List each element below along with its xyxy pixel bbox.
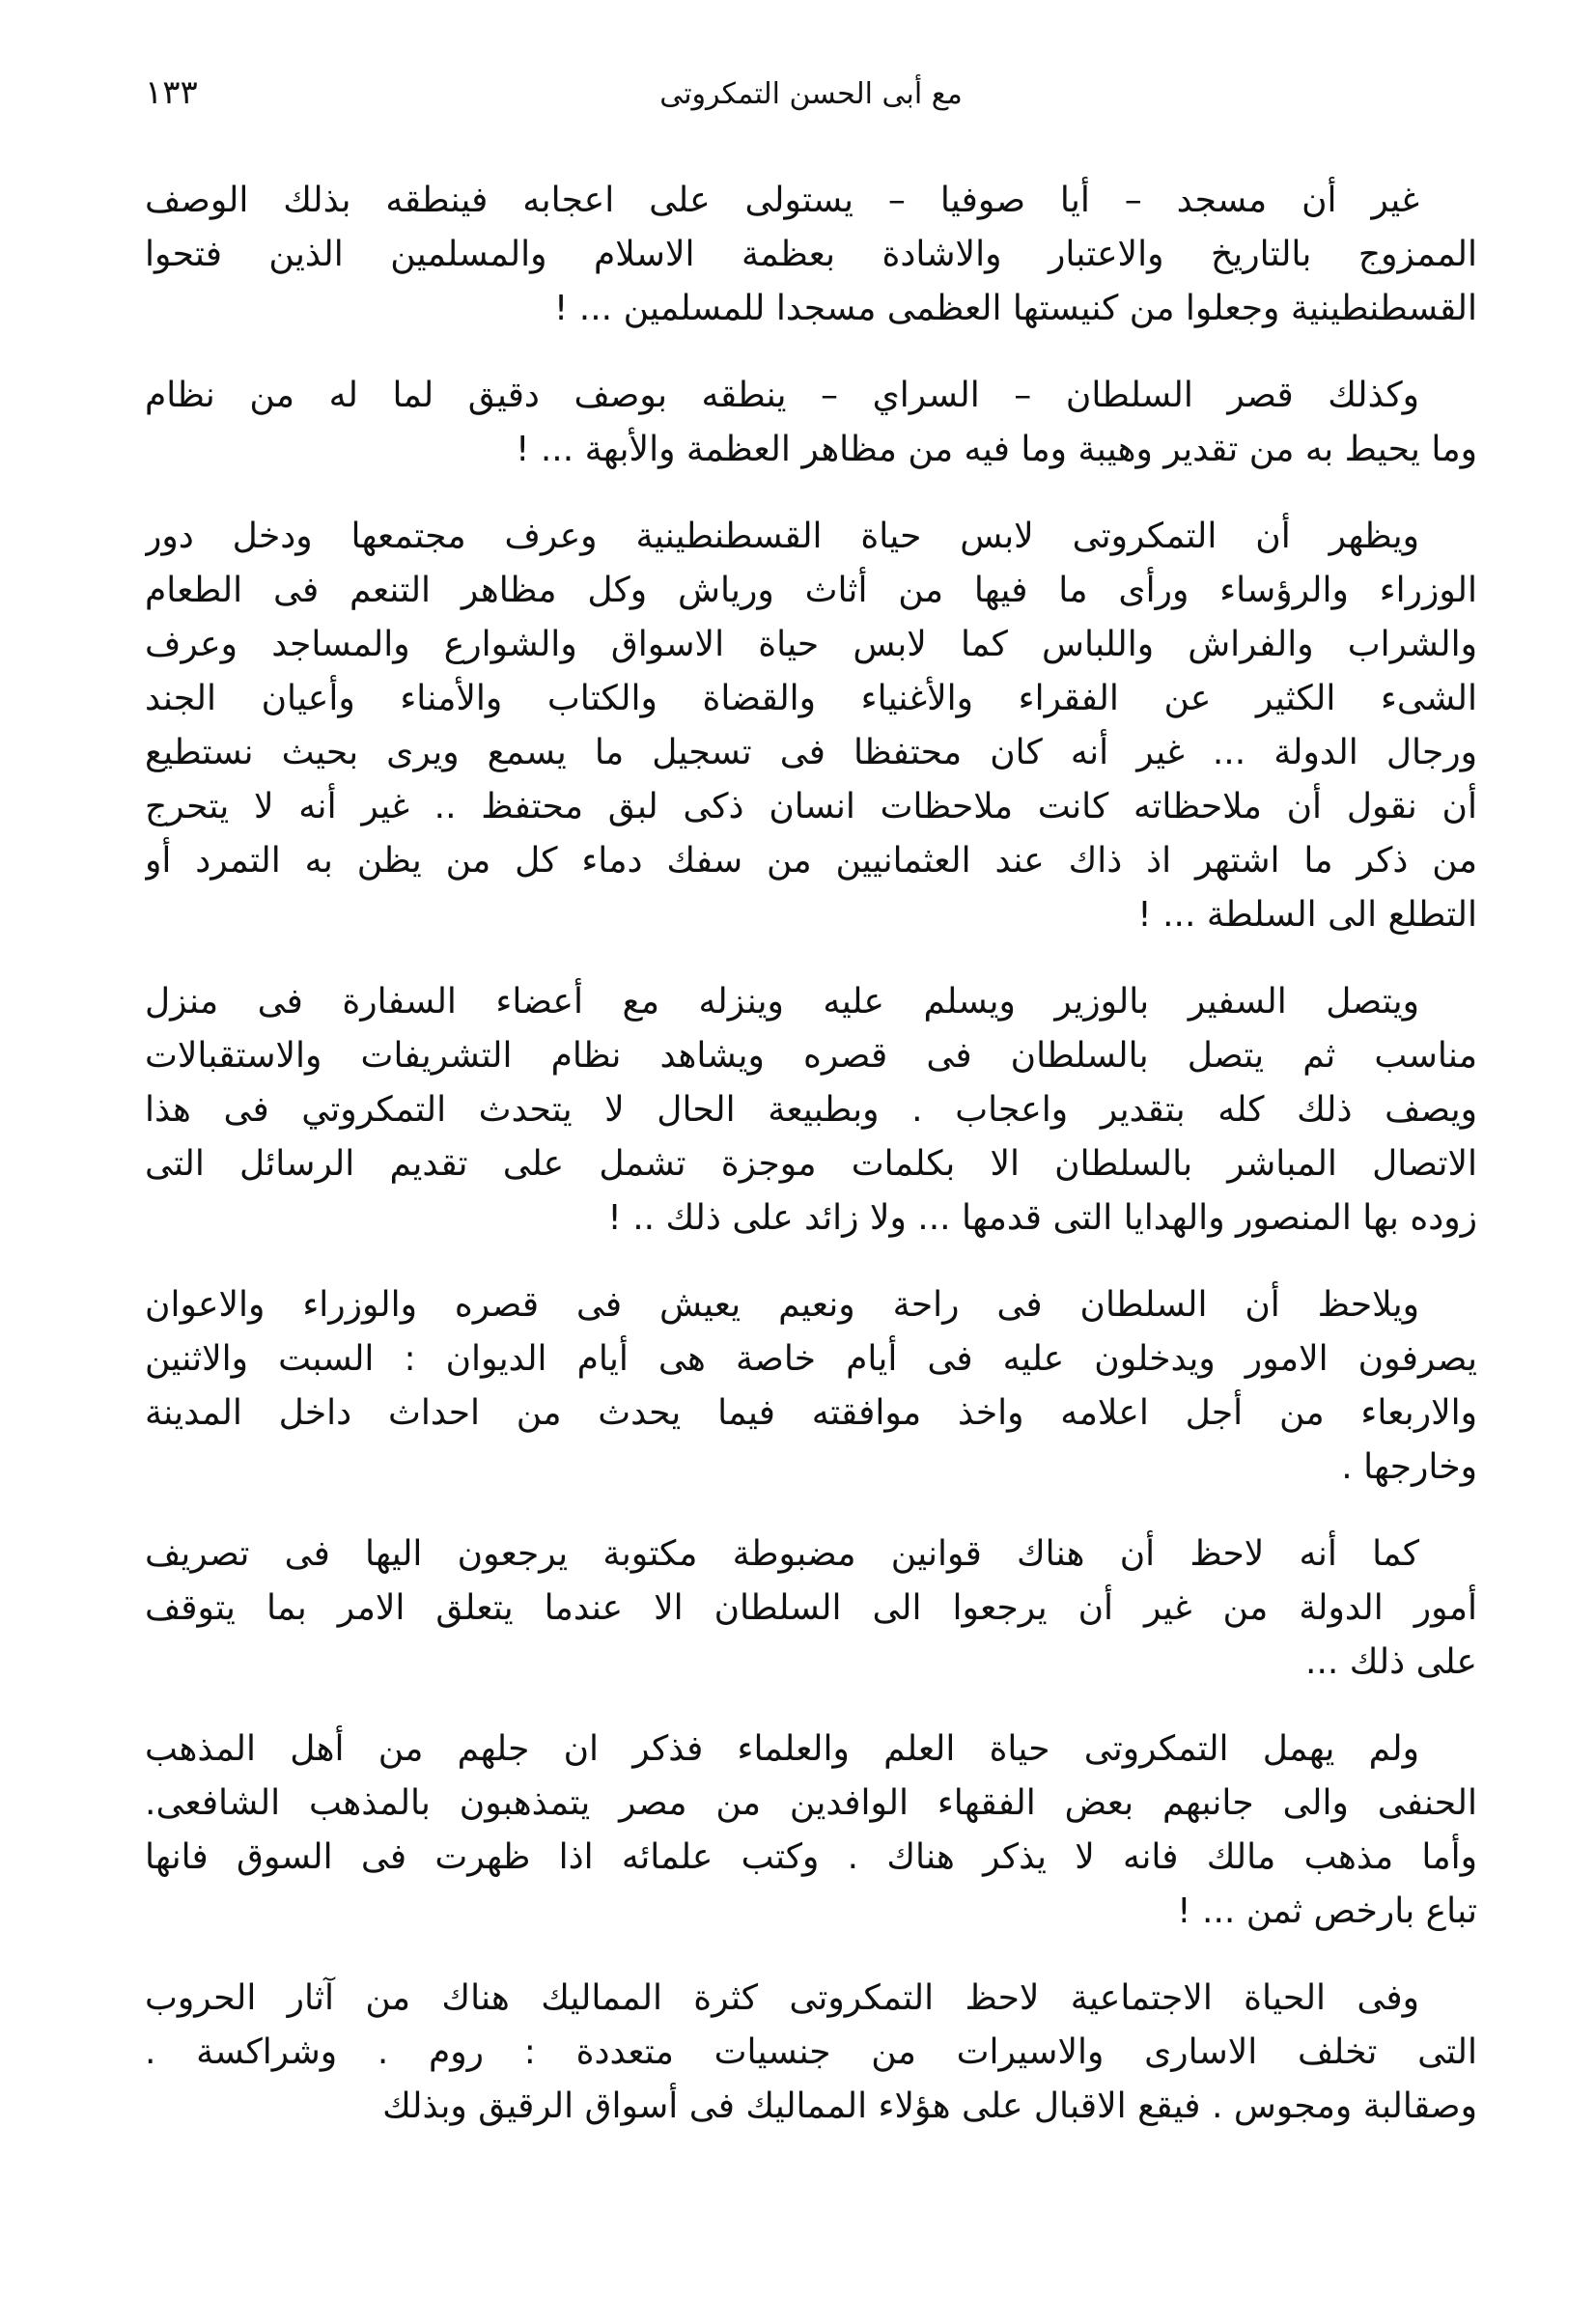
text-line: والشراب والفراش واللباس كما لابس حياة الاسواق والشوارع والمساجد وعرف: [145, 625, 1477, 664]
text-line: التطلع الى السلطة ... !: [1137, 895, 1477, 935]
text-line: الشىء الكثير عن الفقراء والأغنياء والقضاة والكتاب والأمناء وأعيان الجند: [145, 679, 1477, 718]
paragraph: [145, 174, 1477, 336]
text-line: وفى الحياة الاجتماعية لاحظ التمكروتى كثرة المماليك هناك من آثار الحروب: [145, 1978, 1419, 2018]
running-title: مع أبى الحسن التمكروتى: [659, 77, 963, 111]
text-line: من ذكر ما اشتهر اذ ذاك عند العثمانيين من سفك دماء كل من يظن به التمرد أو: [145, 841, 1477, 881]
paragraph: [145, 369, 1477, 477]
text-line: أمور الدولة من غير أن يرجعوا الى السلطان الا عندما يتعلق الامر بما يتوقف: [145, 1588, 1477, 1628]
text-line: ورجال الدولة ... غير أنه كان محتفظا فى تسجيل ما يسمع ويرى بحيث نستطيع: [145, 733, 1477, 772]
paragraph: [145, 1527, 1477, 1690]
text-line: كما أنه لاحظ أن هناك قوانين مضبوطة مكتوبة يرجعون اليها فى تصريف: [145, 1534, 1419, 1574]
text-line: تباع بارخص ثمن ... !: [1177, 1891, 1477, 1931]
text-line: زوده بها المنصور والهدايا التى قدمها ... ولا زائد على ذلك .. !: [607, 1198, 1477, 1238]
text-line: وأما مذهب مالك فانه لا يذكر هناك . وكتب علمائه اذا ظهرت فى السوق فانها: [145, 1837, 1477, 1877]
text-line: على ذلك ...: [1305, 1642, 1477, 1682]
text-line: الاتصال المباشر بالسلطان الا بكلمات موجزة تشمل على تقديم الرسائل التى: [145, 1144, 1477, 1184]
text-line: وخارجها .: [1341, 1447, 1477, 1487]
text-line: ولم يهمل التمكروتى حياة العلم والعلماء فذكر ان جلهم من أهل المذهب: [145, 1729, 1419, 1769]
text-line: التى تخلف الاسارى والاسيرات من جنسيات متعددة : روم . وشراكسة .: [145, 2032, 1477, 2072]
text-line: الوزراء والرؤساء ورأى ما فيها من أثاث ورياش وكل مظاهر التنعم فى الطعام: [145, 571, 1477, 610]
text-line: ويلاحظ أن السلطان فى راحة ونعيم يعيش فى قصره والوزراء والاعوان: [145, 1285, 1419, 1325]
paragraph: [145, 1278, 1477, 1495]
paragraph: [145, 1722, 1477, 1939]
page-number: ١٣٣: [145, 73, 198, 112]
text-line: يصرفون الامور ويدخلون عليه فى أيام خاصة هى أيام الديوان : السبت والاثنين: [145, 1339, 1477, 1379]
text-line: مناسب ثم يتصل بالسلطان فى قصره ويشاهد نظام التشريفات والاستقبالات: [145, 1036, 1477, 1076]
text-line: ويظهر أن التمكروتى لابس حياة القسطنطينية وعرف مجتمعها ودخل دور: [145, 517, 1419, 556]
text-line: وما يحيط به من تقدير وهيبة وما فيه من مظاهر العظمة والأبهة ... !: [515, 430, 1477, 469]
text-line: الحنفى والى جانبهم بعض الفقهاء الوافدين من مصر يتمذهبون بالمذهب الشافعى.: [145, 1783, 1477, 1823]
text-line: وصقالبة ومجوس . فيقع الاقبال على هؤلاء المماليك فى أسواق الرقيق وبذلك: [382, 2086, 1477, 2126]
paragraph: [145, 1972, 1477, 2134]
text-line: غير أن مسجد – أيا صوفيا – يستولى على اعجابه فينطقه بذلك الوصف: [145, 181, 1419, 220]
body-text: [145, 174, 1477, 2167]
paragraph: [145, 975, 1477, 1246]
text-line: ويصف ذلك كله بتقدير واعجاب . وبطبيعة الحال لا يتحدث التمكروتي فى هذا: [145, 1090, 1477, 1130]
text-line: القسطنطينية وجعلوا من كنيستها العظمى مسجدا للمسلمين ... !: [553, 289, 1477, 328]
text-line: والاربعاء من أجل اعلامه واخذ موافقته فيما يحدث من احداث داخل المدينة: [145, 1393, 1477, 1433]
paragraph: [145, 510, 1477, 942]
text-line: الممزوج بالتاريخ والاعتبار والاشادة بعظمة الاسلام والمسلمين الذين فتحوا: [145, 235, 1477, 274]
text-line: ويتصل السفير بالوزير ويسلم عليه وينزله مع أعضاء السفارة فى منزل: [145, 982, 1419, 1022]
text-line: أن نقول أن ملاحظاته كانت ملاحظات انسان ذكى لبق محتفظ .. غير أنه لا يتحرج: [145, 787, 1477, 826]
running-head: [145, 70, 1477, 127]
text-line: وكذلك قصر السلطان – السراي – ينطقه بوصف دقيق لما له من نظام: [145, 376, 1419, 415]
